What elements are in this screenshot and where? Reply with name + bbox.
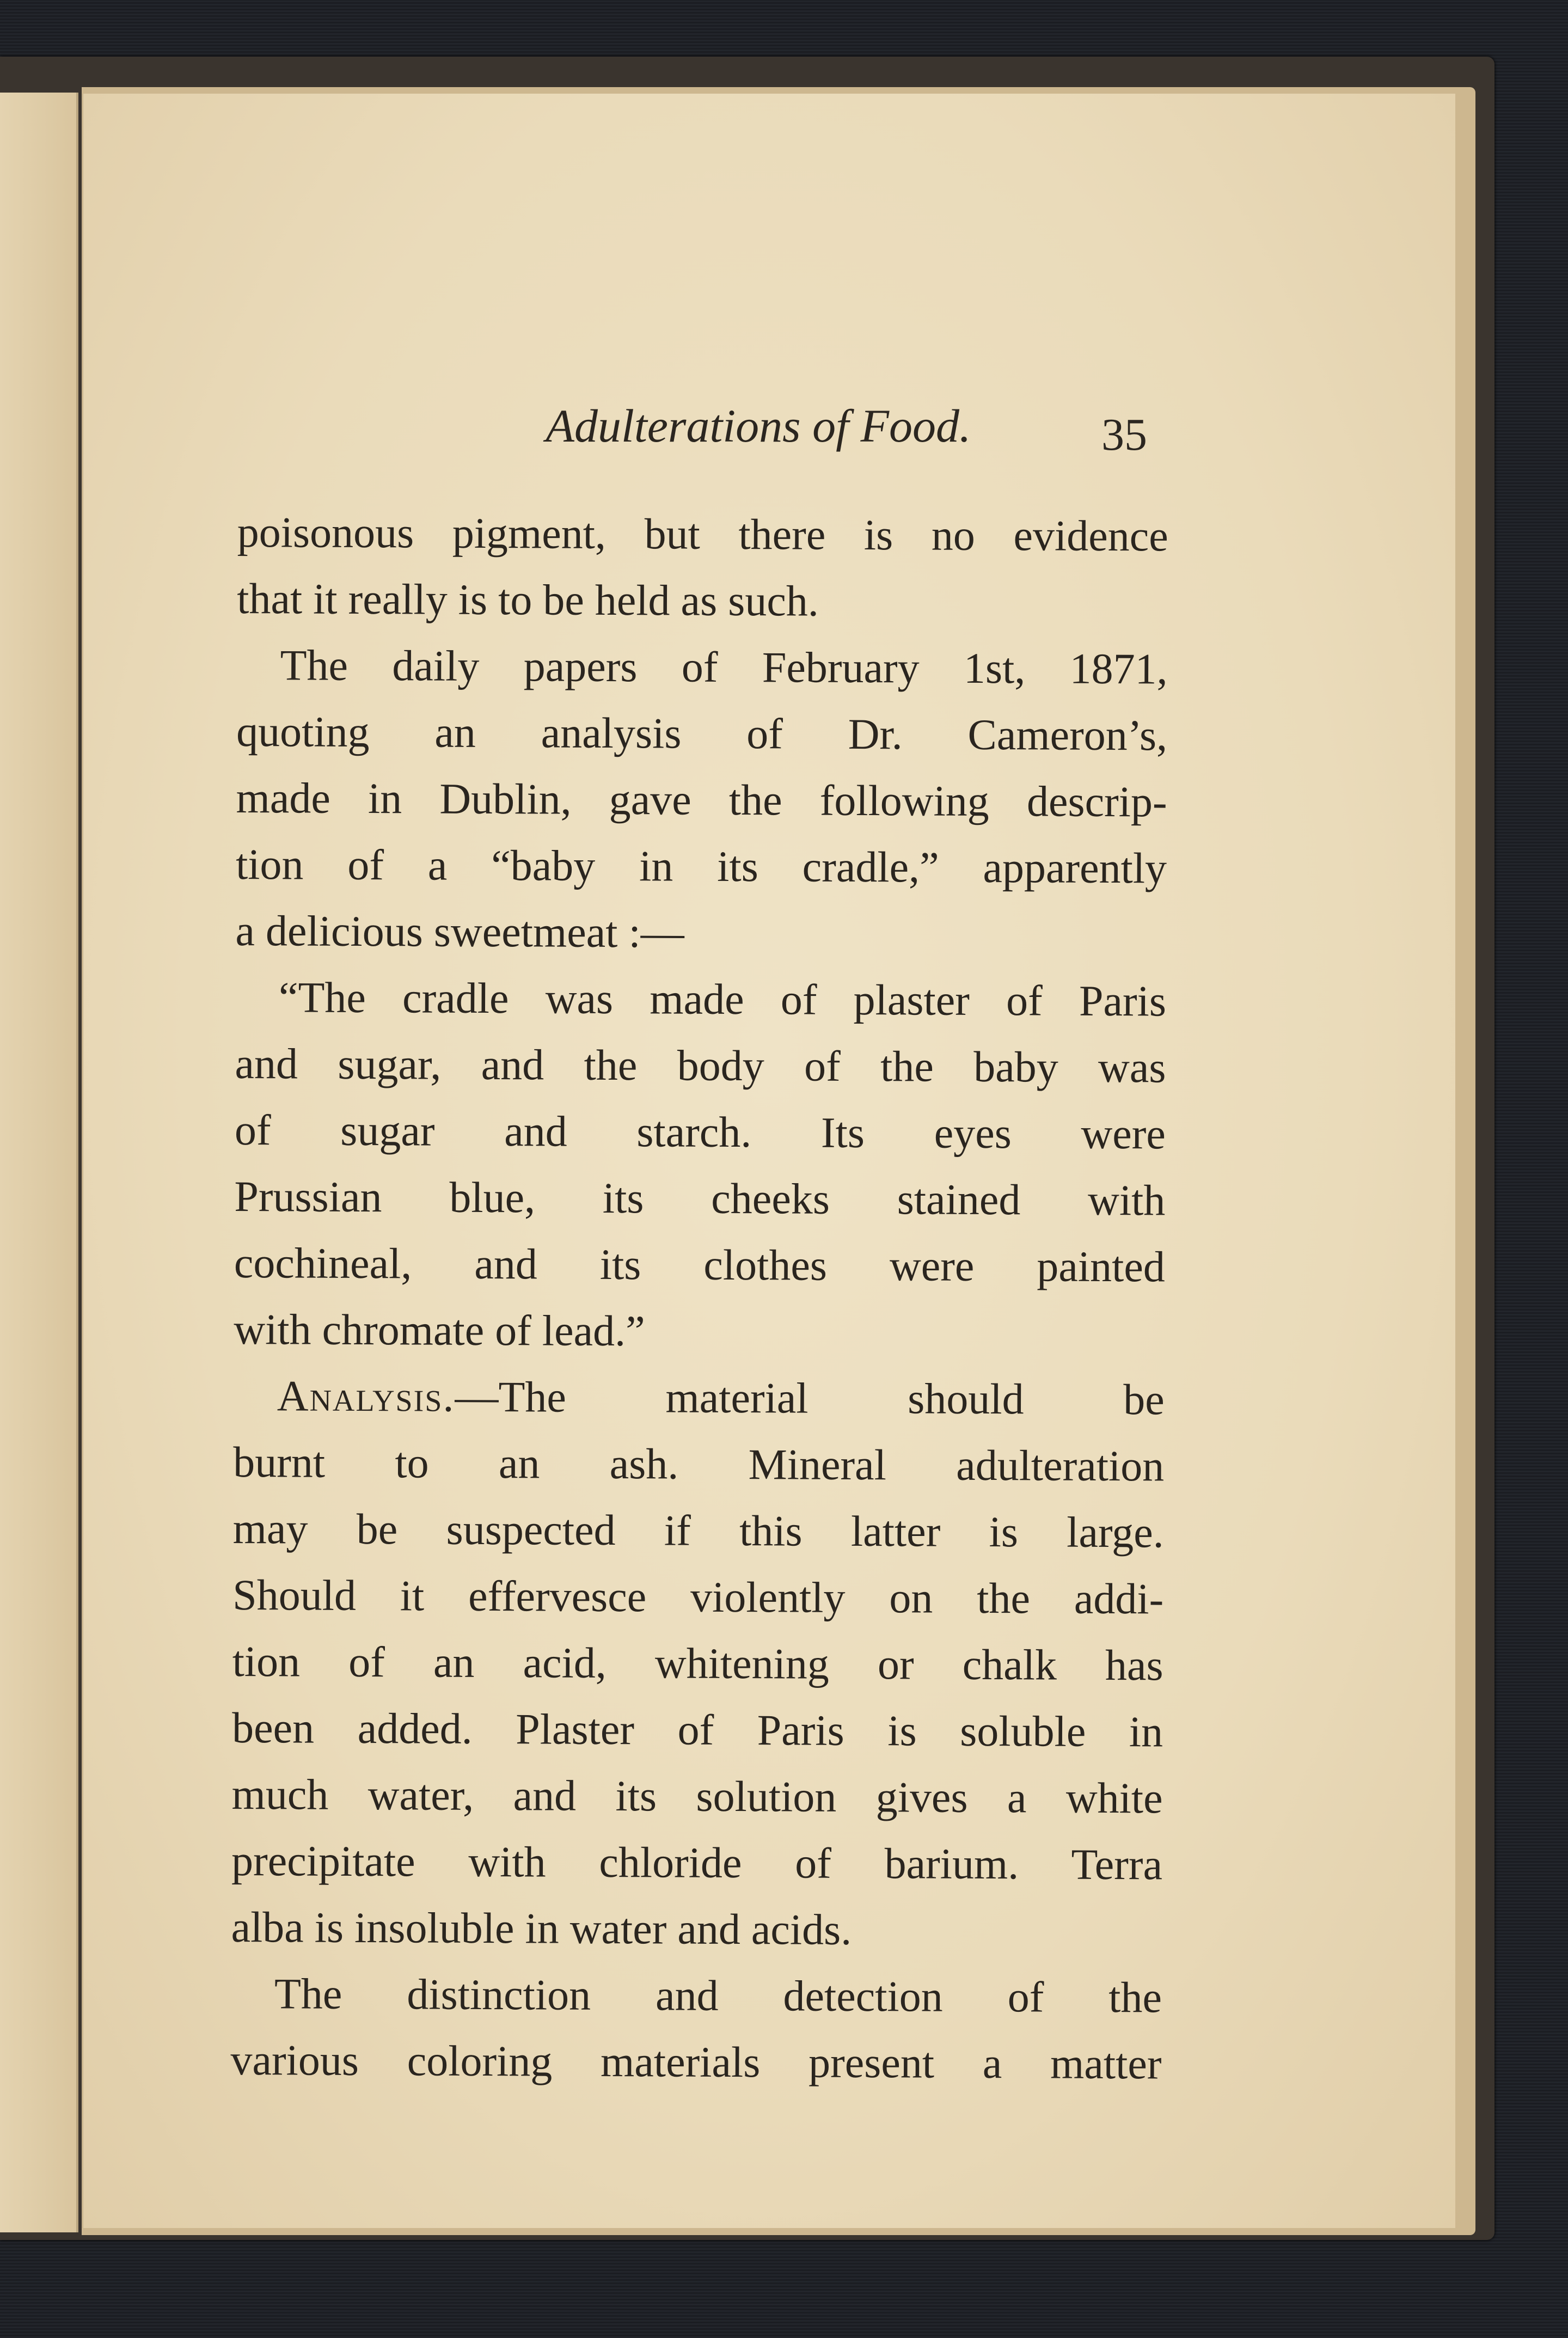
text-line [231, 1894, 1162, 1964]
text-line [235, 964, 1167, 1035]
line-text: various coloring materials present a matter [230, 2036, 1162, 2089]
line-text: Should it effervesce violently on the addi- [232, 1571, 1164, 1624]
line-text: burnt to an ash. Mineral adulteration [233, 1438, 1165, 1491]
left-page-edge [0, 93, 78, 2232]
line-text: made in Dublin, gave the following descrip- [236, 774, 1167, 827]
text-line [234, 1230, 1166, 1300]
line-text: much water, and its solution gives a white [231, 1770, 1163, 1823]
line-text: of sugar and starch. Its eyes were [234, 1106, 1166, 1159]
text-line [235, 1031, 1166, 1101]
text-line [234, 1164, 1166, 1234]
text-line [231, 1828, 1163, 1898]
text-line [235, 898, 1167, 968]
text-line [230, 2027, 1162, 2097]
line-text: may be suspected if this latter is large. [232, 1504, 1164, 1557]
text-line [236, 699, 1168, 769]
text-line [236, 831, 1167, 902]
text-line [233, 1429, 1165, 1499]
line-text: a delicious sweetmeat :— [235, 907, 684, 957]
text-line [232, 1496, 1164, 1566]
text-line [235, 1097, 1166, 1167]
line-text: “The cradle was made of plaster of Paris [278, 974, 1167, 1026]
text-line [231, 1961, 1162, 2031]
line-text: alba is insoluble in water and acids. [231, 1903, 852, 1954]
text-line [232, 1695, 1163, 1765]
text-line [234, 1363, 1165, 1433]
body-text [230, 499, 1168, 2097]
running-head-title: Adulterations of Food. [546, 400, 971, 452]
line-text: The distinction and detection of the [274, 1970, 1162, 2022]
line-text: precipitate with chloride of barium. Terra [231, 1837, 1163, 1889]
text-line [236, 632, 1168, 702]
text-line [237, 499, 1168, 570]
section-lead: Analysis. [277, 1372, 455, 1421]
text-line [232, 1562, 1164, 1632]
text-line [234, 1296, 1165, 1367]
line-text: Prussian blue, its cheeks stained with [234, 1172, 1166, 1225]
text-line [236, 765, 1167, 835]
line-text: —The material should be [455, 1373, 1165, 1424]
line-text: cochineal, and its clothes were painted [234, 1239, 1166, 1292]
line-text: quoting an analysis of Dr. Cameron’s, [236, 707, 1168, 760]
line-text: that it really is to be held as such. [237, 574, 819, 626]
line-text: tion of a “baby in its cradle,” apparently [235, 840, 1167, 893]
book-page [82, 94, 1455, 2228]
line-text: been added. Plaster of Paris is soluble in [231, 1704, 1163, 1756]
line-text: with chromate of lead.” [234, 1305, 645, 1356]
line-text: The daily papers of February 1st, 1871, [280, 641, 1168, 694]
running-head [83, 399, 1455, 464]
line-text: tion of an acid, whitening or chalk has [232, 1637, 1163, 1690]
text-line [237, 566, 1168, 636]
line-text: poisonous pigment, but there is no evidence [237, 508, 1168, 561]
text-line [232, 1629, 1163, 1699]
text-line [231, 1761, 1163, 1832]
page-number: 35 [1101, 409, 1147, 460]
line-text: and sugar, and the body of the baby was [235, 1039, 1166, 1092]
